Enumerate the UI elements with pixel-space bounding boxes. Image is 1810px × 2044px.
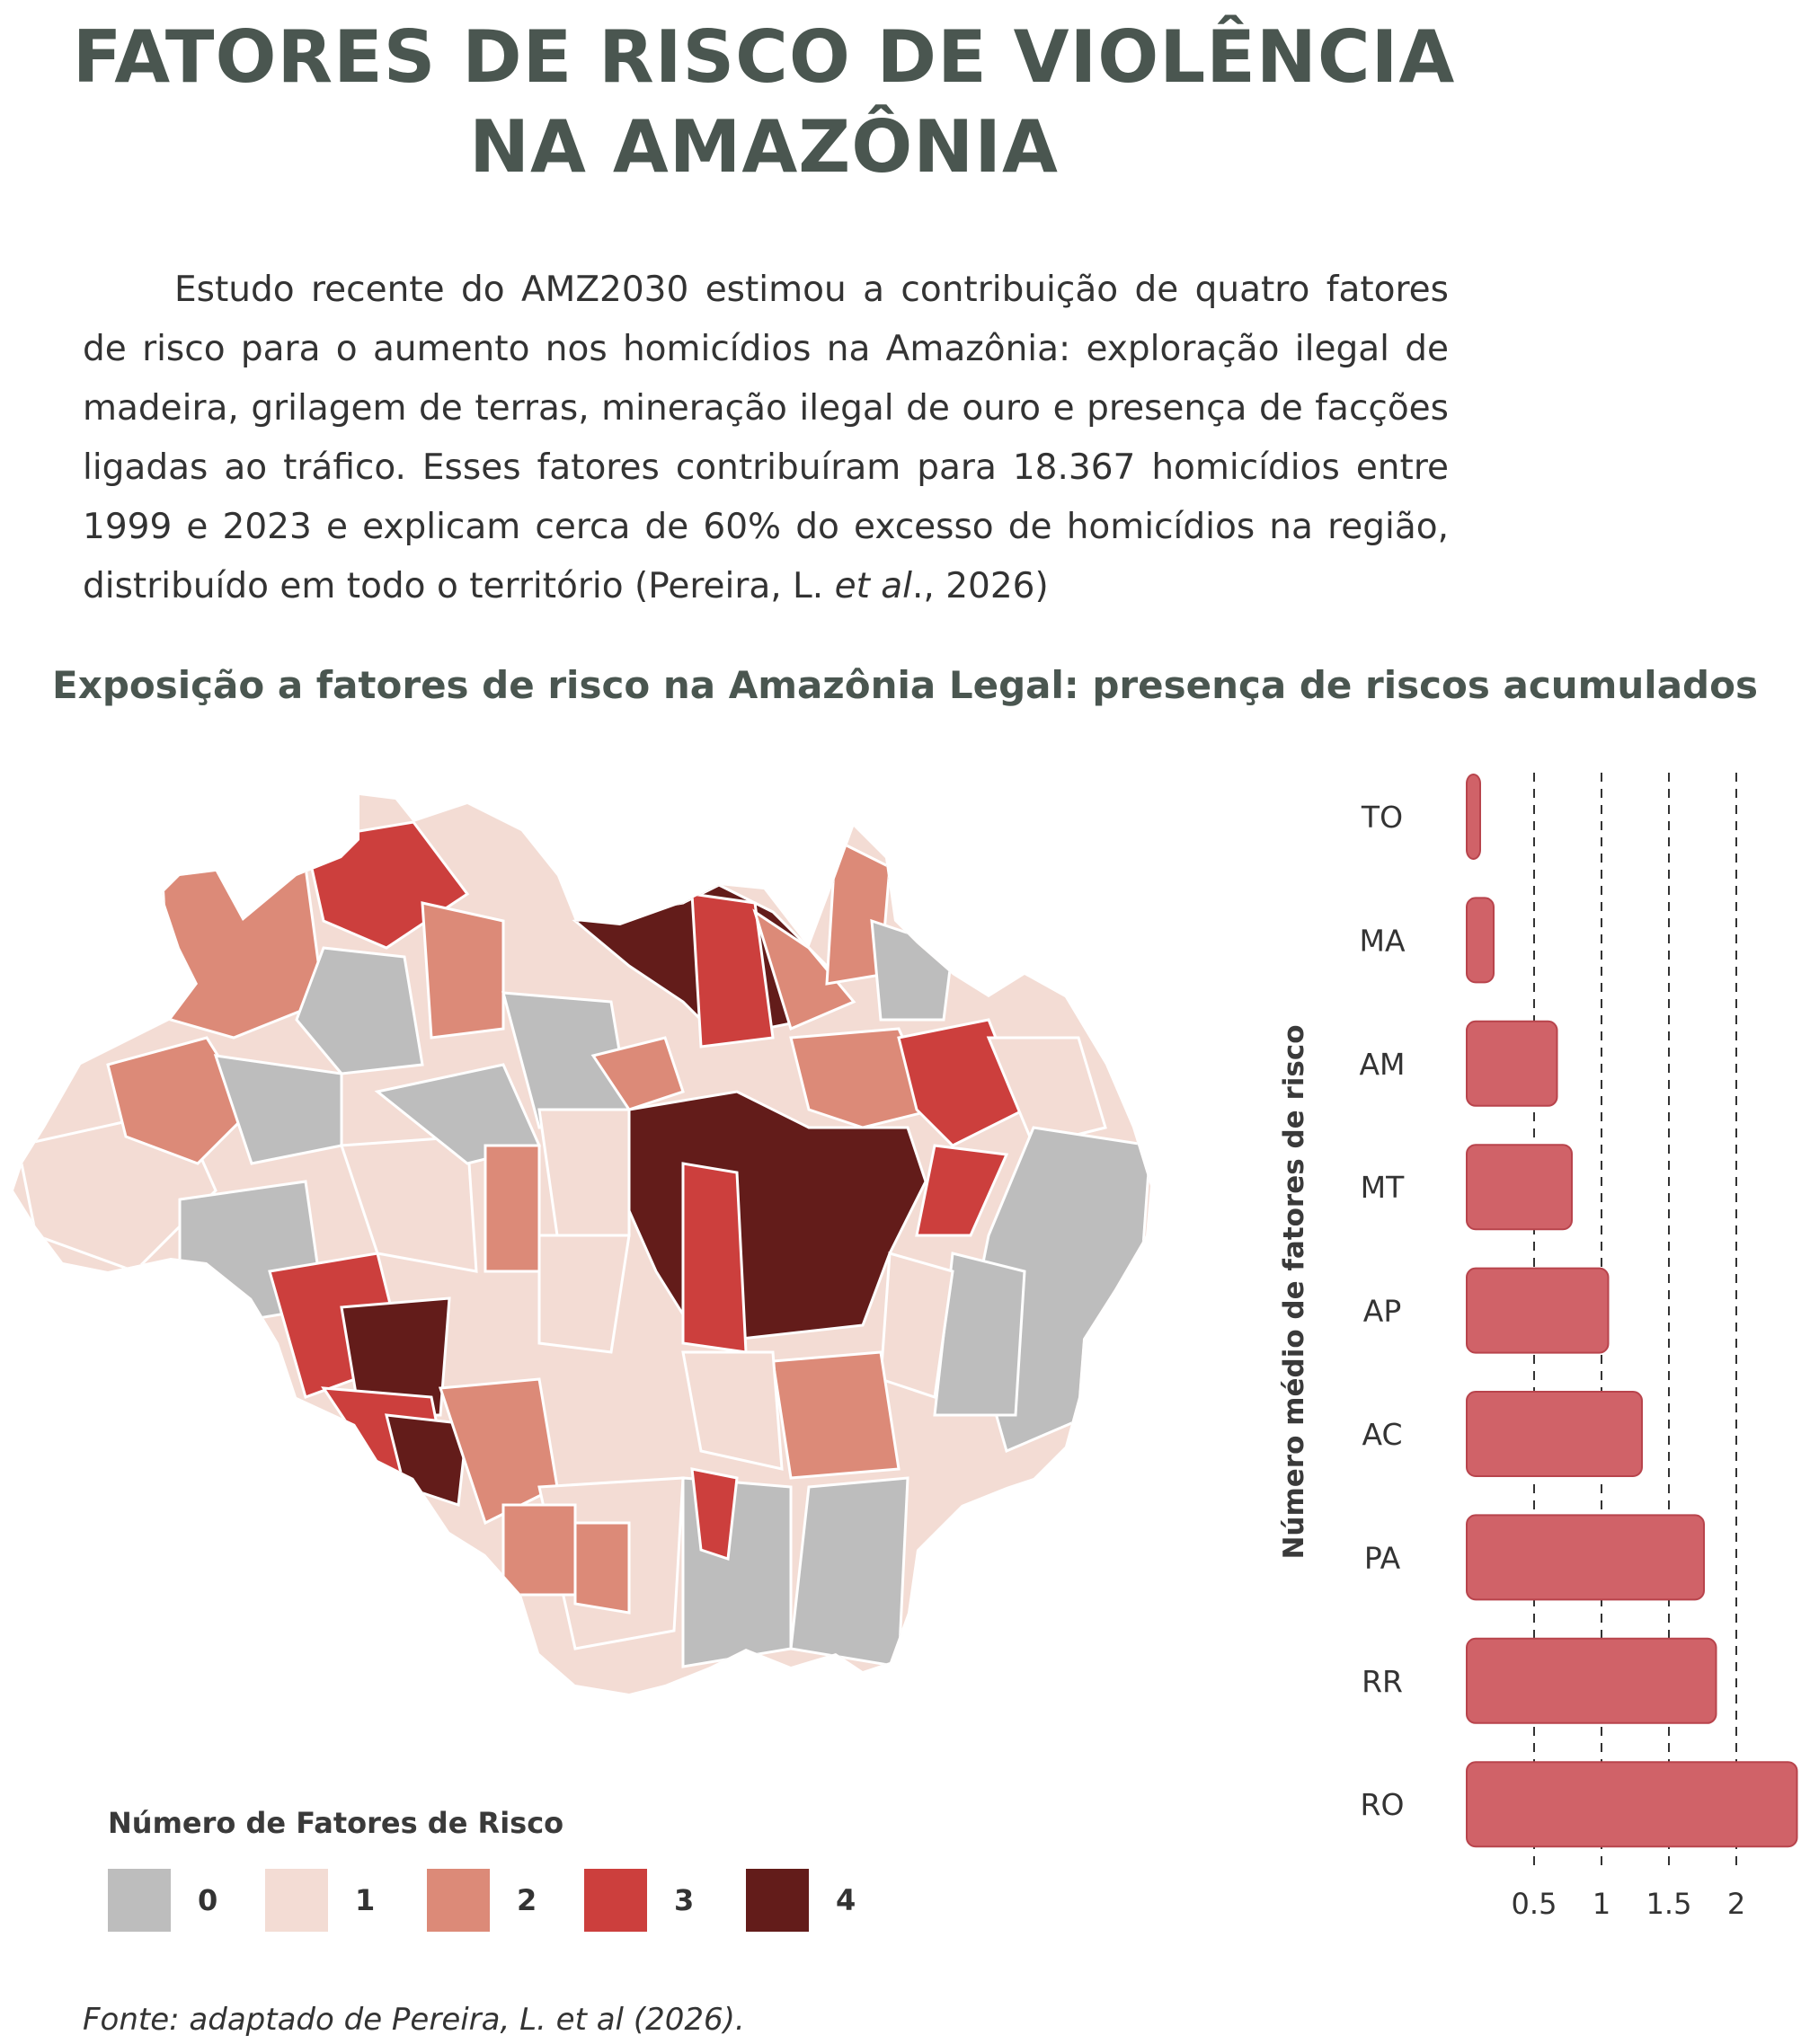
category-label-ma: MA xyxy=(1359,923,1406,959)
legend-swatch-1 xyxy=(265,1869,328,1932)
legend-item-0 xyxy=(108,1869,270,1932)
bar-ac xyxy=(1467,1392,1642,1476)
legend-item-4 xyxy=(746,1869,908,1932)
bar-to xyxy=(1467,774,1480,859)
page-title xyxy=(0,13,1528,192)
legend-swatch-0 xyxy=(108,1869,171,1932)
category-label-ap: AP xyxy=(1362,1293,1402,1329)
legend-label-3: 3 xyxy=(674,1883,695,1917)
intro-text-end: ., 2026) xyxy=(912,566,1049,606)
legend-item-2 xyxy=(427,1869,589,1932)
bar-ap xyxy=(1467,1269,1609,1353)
legend-item-1 xyxy=(265,1869,427,1932)
source-note: Fonte: adaptado de Pereira, L. et al (2026). xyxy=(83,2002,745,2038)
x-tick-label: 1.5 xyxy=(1646,1887,1692,1921)
bars xyxy=(1467,774,1797,1846)
bar-pa xyxy=(1467,1515,1704,1599)
risk-factors-bar-chart xyxy=(1267,755,1806,1941)
category-label-rr: RR xyxy=(1362,1663,1403,1699)
legend-swatch-4 xyxy=(746,1869,809,1932)
legend-swatch-3 xyxy=(584,1869,647,1932)
figure-subtitle: Exposição a fatores de risco na Amazônia Legal: presença de riscos acumulados xyxy=(52,663,1758,707)
x-tick-label: 1 xyxy=(1592,1887,1611,1921)
category-labels xyxy=(1359,800,1405,1822)
category-label-pa: PA xyxy=(1363,1540,1401,1576)
intro-text: Estudo recente do AMZ2030 estimou a contribuição de quatro fatores de risco para o aumento nos homicídios na Amazônia: exploração ilegal de madeira, grilagem de terras, mineração ilegal de ouro e presença de facções ligadas ao tráfico. Esses fatores contribuíram para 18.367 homicídios entre 1999 e 2023 e explicam cerca de 60% do excesso de homicídios na região, distribuído em todo o território (Pereira, L. xyxy=(83,270,1449,606)
category-label-ro: RO xyxy=(1360,1787,1405,1823)
legend-label-1: 1 xyxy=(355,1883,376,1917)
category-label-mt: MT xyxy=(1360,1170,1405,1206)
x-tick-labels xyxy=(1512,1887,1746,1921)
bar-ro xyxy=(1467,1762,1797,1846)
legend-swatch-2 xyxy=(427,1869,490,1932)
category-label-to: TO xyxy=(1361,800,1404,835)
title-line-1: FATORES DE RISCO DE VIOLÊNCIA xyxy=(72,15,1456,99)
y-axis-label: Número médio de fatores de risco xyxy=(1278,1024,1310,1560)
bar-mt xyxy=(1467,1145,1572,1229)
amazonia-choropleth-map xyxy=(0,768,1186,1739)
category-label-am: AM xyxy=(1359,1046,1406,1082)
legend-label-2: 2 xyxy=(517,1883,537,1917)
x-tick-label: 0.5 xyxy=(1511,1887,1557,1921)
intro-italic: et al xyxy=(834,566,912,606)
bar-am xyxy=(1467,1022,1557,1106)
bar-rr xyxy=(1467,1639,1717,1723)
category-label-ac: AC xyxy=(1362,1417,1403,1452)
title-line-2: NA AMAZÔNIA xyxy=(469,105,1059,189)
bar-ma xyxy=(1467,898,1494,982)
intro-paragraph xyxy=(83,261,1449,616)
legend-title: Número de Fatores de Risco xyxy=(108,1806,564,1840)
legend-item-3 xyxy=(584,1869,746,1932)
legend-label-0: 0 xyxy=(198,1883,218,1917)
legend-label-4: 4 xyxy=(836,1883,856,1917)
x-tick-label: 2 xyxy=(1726,1887,1746,1921)
